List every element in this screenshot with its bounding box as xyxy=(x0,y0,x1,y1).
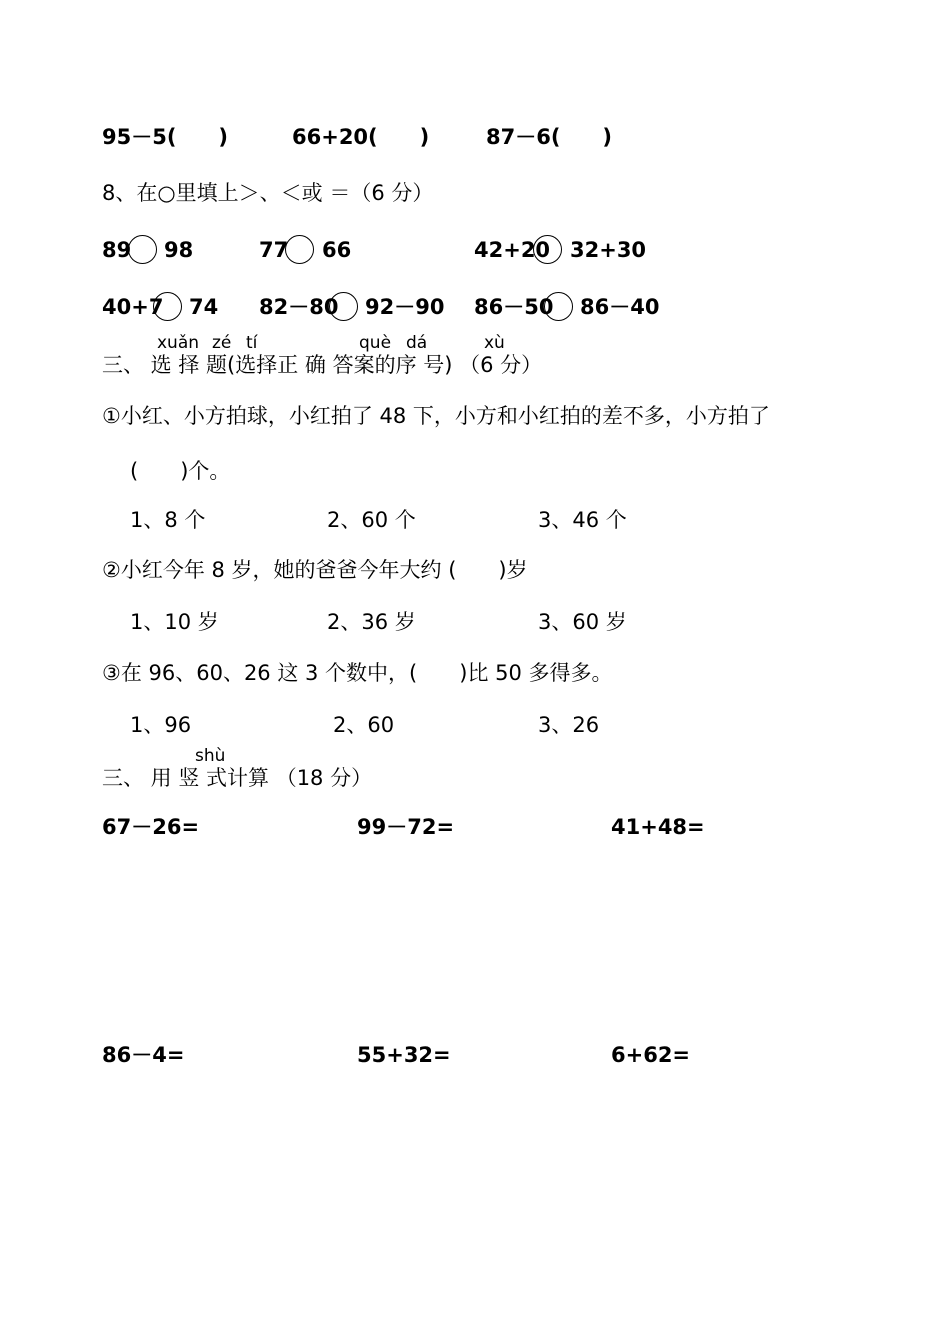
q1-option-2[interactable]: 2、60 个 xyxy=(327,508,416,532)
q3-option-2[interactable]: 2、60 xyxy=(333,713,395,737)
q2-option-3[interactable]: 3、60 岁 xyxy=(538,610,627,634)
compare-circle[interactable] xyxy=(329,292,358,321)
compare-circle[interactable] xyxy=(533,235,562,264)
q3-option-1[interactable]: 1、96 xyxy=(130,713,192,737)
section-calc-title: 三、 用 竖 式计算 （18 分） xyxy=(102,766,373,790)
calc-problem: 99－72= xyxy=(357,815,455,839)
pinyin-shu: shù xyxy=(195,746,226,766)
pinyin-xu: xù xyxy=(484,333,505,353)
cmp-right: 66 xyxy=(322,238,352,262)
pinyin-que: què xyxy=(359,333,392,353)
q8-title: 8、在○里填上＞、＜或 ＝（6 分） xyxy=(102,181,434,205)
section-choice-title: 三、 选 择 题(选择正 确 答案的序 号) （6 分） xyxy=(102,353,543,377)
cmp-right: 74 xyxy=(189,295,219,319)
compare-circle[interactable] xyxy=(544,292,573,321)
calc-problem: 67－26= xyxy=(102,815,200,839)
cmp-right: 92－90 xyxy=(365,295,445,319)
q1-blank: ( )个。 xyxy=(130,459,231,483)
cmp-right: 98 xyxy=(164,238,194,262)
pinyin-xuan: xuǎn xyxy=(157,333,200,353)
compare-circle[interactable] xyxy=(285,235,314,264)
cmp-left: 77 xyxy=(259,238,289,262)
compare-circle[interactable] xyxy=(153,292,182,321)
q1-text: ①小红、小方拍球，小红拍了 48 下，小方和小红拍的差不多，小方拍了 xyxy=(102,404,770,428)
problem-95-minus-5: 95－5( ) xyxy=(102,125,229,149)
q2-option-2[interactable]: 2、36 岁 xyxy=(327,610,416,634)
cmp-left: 82－80 xyxy=(259,295,339,319)
q2-text: ②小红今年 8 岁，她的爸爸今年大约 ( )岁 xyxy=(102,558,528,582)
cmp-left: 40+7 xyxy=(102,295,164,319)
q3-text: ③在 96、60、26 这 3 个数中，( )比 50 多得多。 xyxy=(102,661,613,685)
calc-problem: 6+62= xyxy=(611,1043,691,1067)
pinyin-ze: zé xyxy=(212,333,232,353)
q1-option-3[interactable]: 3、46 个 xyxy=(538,508,627,532)
cmp-right: 32+30 xyxy=(570,238,647,262)
q1-option-1[interactable]: 1、8 个 xyxy=(130,508,206,532)
pinyin-ti: tí xyxy=(246,333,258,353)
calc-problem: 55+32= xyxy=(357,1043,451,1067)
problem-66-plus-20: 66+20( ) xyxy=(292,125,430,149)
calc-problem: 41+48= xyxy=(611,815,705,839)
problem-87-minus-6: 87－6( ) xyxy=(486,125,613,149)
cmp-left: 42+20 xyxy=(474,238,551,262)
q2-option-1[interactable]: 1、10 岁 xyxy=(130,610,219,634)
cmp-right: 86－40 xyxy=(580,295,660,319)
q3-option-3[interactable]: 3、26 xyxy=(538,713,600,737)
pinyin-da: dá xyxy=(406,333,428,353)
cmp-left: 86－50 xyxy=(474,295,554,319)
cmp-left: 89 xyxy=(102,238,132,262)
compare-circle[interactable] xyxy=(128,235,157,264)
calc-problem: 86－4= xyxy=(102,1043,185,1067)
